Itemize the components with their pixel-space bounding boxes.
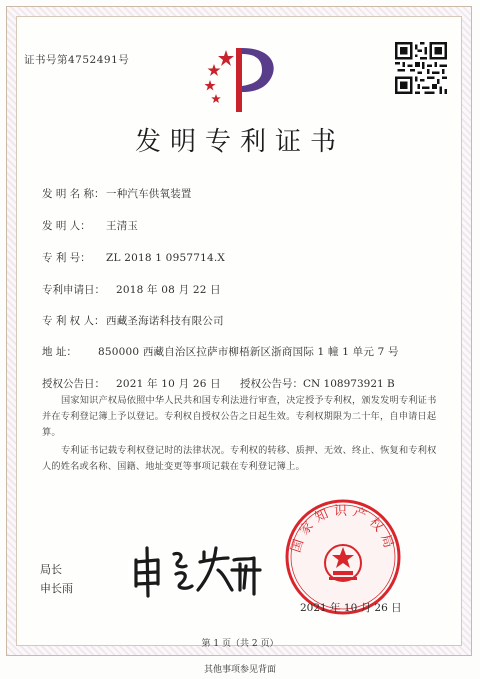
patentee-label: 专 利 权 人：: [42, 315, 105, 327]
grant-number: CN 108973921 B: [303, 378, 395, 390]
filing-date-label: 专利申请日：: [42, 284, 105, 296]
patentee-row: [42, 313, 224, 328]
handwritten-signature: [128, 540, 268, 600]
seal-date: 2021 年 10 月 26 日: [300, 602, 402, 614]
address-label: 地 址：: [42, 346, 77, 358]
cnipa-logo-icon: [196, 40, 280, 116]
filing-date-row: [42, 282, 221, 297]
legal-paragraph-2: 专利证书记载专利权登记时的法律状况。专利权的转移、质押、无效、终止、恢复和专利权人的姓名或名称、国籍、地址变更等事项记载在专利登记簿上。: [42, 445, 437, 472]
grant-date-row: [42, 376, 221, 391]
legal-paragraph-1: 国家知识产权局依照中华人民共和国专利法进行审查，决定授予专利权，颁发发明专利证书并在专利登记簿上予以登记。专利权自授权公告之日起生效。专利权期限为二十年，自申请日起算。: [42, 395, 437, 438]
inventor-label: 发 明 人：: [42, 220, 91, 232]
grant-date: 2021 年 10 月 26 日: [116, 378, 221, 390]
grant-number-label: 授权公告号：: [240, 378, 303, 390]
patent-number: ZL 2018 1 0957714.X: [106, 252, 226, 264]
patentee: 西藏圣海诺科技有限公司: [106, 315, 224, 327]
grant-date-label: 授权公告日：: [42, 378, 105, 390]
qr-code-icon: [395, 42, 447, 94]
footnote: 其他事项参见背面: [203, 665, 276, 675]
patent-number-row: [42, 250, 225, 265]
invention-name: 一种汽车供氧装置: [106, 188, 192, 200]
grant-number-row: [240, 376, 395, 391]
patent-number-label: 专 利 号：: [42, 252, 91, 264]
page-number: 第 1 页（共 2 页）: [201, 639, 279, 649]
address-row: [42, 344, 399, 359]
certificate-title: 发明专利证书: [134, 127, 345, 157]
director-title: 局长: [40, 563, 62, 576]
official-seal-icon: [283, 497, 403, 617]
director-name: 申长雨: [40, 582, 73, 595]
filing-date: 2018 年 08 月 22 日: [116, 284, 221, 296]
address: 850000 西藏自治区拉萨市柳梧新区浙商国际 1 幢 1 单元 7 号: [98, 346, 399, 358]
inventor: 王清玉: [106, 220, 139, 232]
invention-name-label: 发 明 名 称：: [42, 188, 105, 200]
certificate-number: 证书号第4752491号: [24, 54, 130, 66]
invention-name-row: [42, 186, 192, 201]
seal-text-path: 国家知识产权局: [288, 503, 398, 555]
inventor-row: [42, 218, 138, 233]
